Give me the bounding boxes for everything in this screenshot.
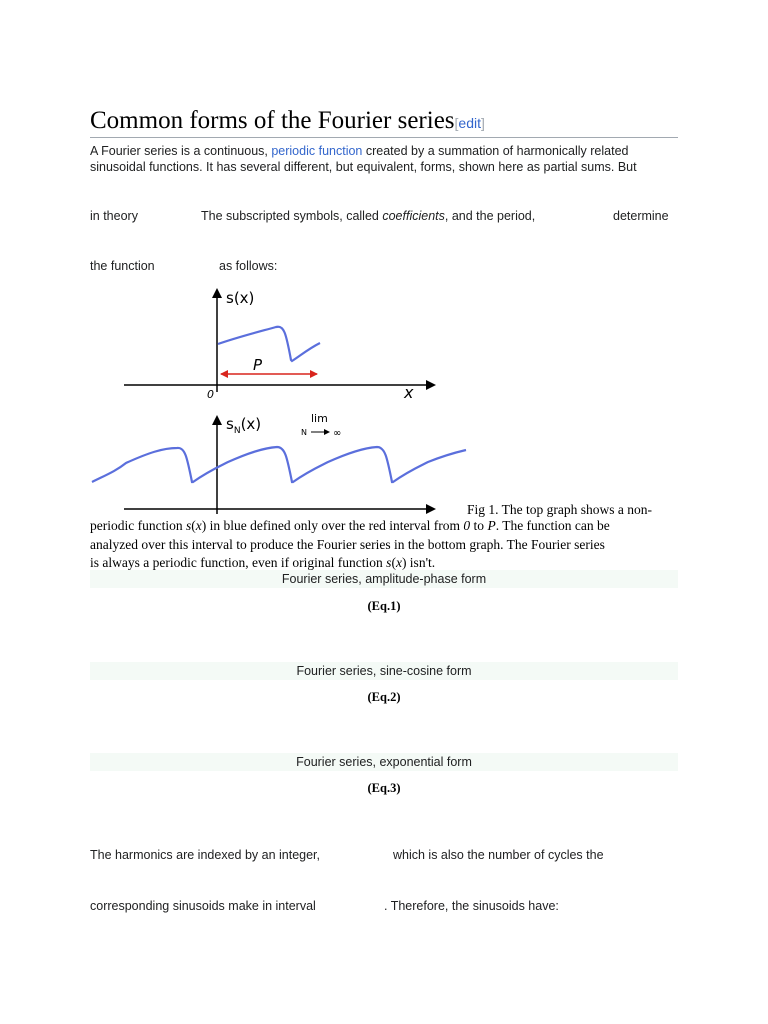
coefficients-term: coefficients [382,209,445,223]
caption-italic: s [185,518,192,533]
periodic-function-link[interactable]: periodic function [271,144,363,158]
intro-text: created by a summation of harmonically related [362,144,629,158]
bottom-label-main: s [226,415,234,433]
eq-2-label: (Eq.2) [367,690,401,704]
caption-italic: 0 [463,518,471,533]
lim-infinity-label: ∞ [333,428,342,439]
form-title-exponential: Fourier series, exponential form [90,753,678,771]
harmonics-line-1a: The harmonics are indexed by an integer, [90,848,320,862]
intro-line-2: sinusoidal functions. It has several different, but equivalent, forms, shown here as partial sums. But [90,160,637,174]
caption-text: . The function can be [495,518,610,533]
caption-text: ( [191,518,196,533]
intro-text: A Fourier series is a continuous, [90,144,272,158]
intro-text: The subscripted symbols, called [201,209,383,223]
caption-line-4 [90,555,678,571]
caption-italic: x [195,518,202,533]
harmonics-line-1b: which is also the number of cycles the [393,848,604,862]
intro-line-4a: the function [90,259,155,273]
caption-italic: x [395,555,402,570]
intro-line-3c: determine [613,209,669,223]
lim-label: lim [311,412,328,425]
caption-line-2 [90,518,678,534]
top-graph-label: s(x) [226,289,255,307]
lim-n-label: N [301,428,307,437]
intro-line-4b: as follows: [219,259,278,273]
x-axis-label: x [404,383,414,402]
form-title-sine-cosine: Fourier series, sine-cosine form [90,662,678,680]
caption-line-1: Fig 1. The top graph shows a non- [467,502,652,517]
edit-section-wrapper [455,115,485,131]
caption-text: ) isn't. [401,555,436,570]
origin-label: 0 [207,388,214,401]
bottom-graph-label [226,415,261,436]
top-curve [218,327,320,361]
intro-line-3a: in theory [90,209,138,223]
bottom-label-sub: N [233,426,241,436]
edit-bracket-close: ] [481,115,485,131]
intro-text: , and the period, [444,209,536,223]
eq-3-label: (Eq.3) [367,781,401,795]
edit-bracket-open: [ [454,115,459,131]
caption-line-3: analyzed over this interval to produce the Fourier series in the bottom graph. The Fourier series [90,537,605,552]
harmonics-line-2a: corresponding sinusoids make in interval [90,899,316,913]
caption-text: is always a periodic function, even if original function [90,555,387,570]
harmonics-line-2b: . Therefore, the sinusoids have: [384,899,559,913]
bottom-periodic-curve [92,447,466,482]
caption-text: to [470,518,488,533]
form-title-amplitude-phase: Fourier series, amplitude-phase form [90,570,678,588]
section-title: Common forms of the Fourier series [90,107,455,134]
fourier-figure [88,282,472,517]
section-heading [90,107,678,138]
caption-text: periodic function [90,518,186,533]
bottom-label-arg: (x) [240,415,262,433]
eq-1-label: (Eq.1) [367,599,401,613]
caption-italic: s [386,555,392,570]
caption-text: ( [391,555,396,570]
edit-section-link[interactable]: edit [458,115,481,131]
period-label: P [253,356,263,374]
intro-line-1 [90,144,628,158]
caption-text: ) in blue defined only over the red interval from [201,518,464,533]
intro-line-3b [201,209,535,223]
caption-italic: P [487,518,496,533]
